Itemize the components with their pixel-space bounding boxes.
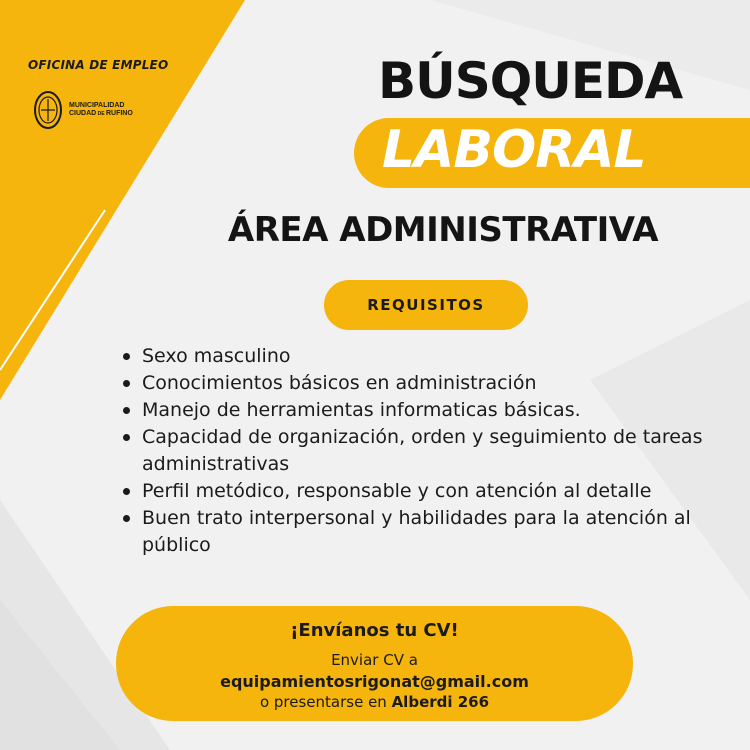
list-item: Sexo masculino (120, 343, 710, 370)
list-item: Buen trato interpersonal y habilidades para la atención al público (120, 505, 710, 559)
requirements-badge: REQUISITOS (324, 280, 528, 330)
cta-title: ¡Envíanos tu CV! (290, 620, 459, 641)
office-label: OFICINA DE EMPLEO (28, 58, 169, 72)
list-item: Perfil metódico, responsable y con atención al detalle (120, 478, 710, 505)
address: Alberdi 266 (391, 693, 490, 711)
logo-line2: CIUDAD DE RUFINO (69, 110, 133, 117)
municipal-seal-icon (33, 90, 63, 130)
cta-address-line (116, 693, 633, 711)
list-item: Conocimientos básicos en administración (120, 370, 710, 397)
headline-busqueda: BÚSQUEDA (378, 52, 683, 110)
contact-email: equipamientosrigonat@gmail.com (220, 672, 529, 691)
list-item: Manejo de herramientas informaticas básicas. (120, 397, 710, 424)
logo-line1: MUNICIPALIDAD (69, 102, 125, 109)
list-item: Capacidad de organización, orden y seguimiento de tareas administrativas (120, 424, 710, 478)
cta-address-prefix: o presentarse en (259, 693, 392, 711)
municipality-logo (33, 90, 133, 130)
area-title: ÁREA ADMINISTRATIVA (227, 210, 659, 250)
municipality-name (69, 102, 133, 118)
requirements-list (120, 343, 710, 559)
cta-send-text: Enviar CV a (331, 651, 418, 669)
headline-laboral: LABORAL (382, 120, 646, 180)
